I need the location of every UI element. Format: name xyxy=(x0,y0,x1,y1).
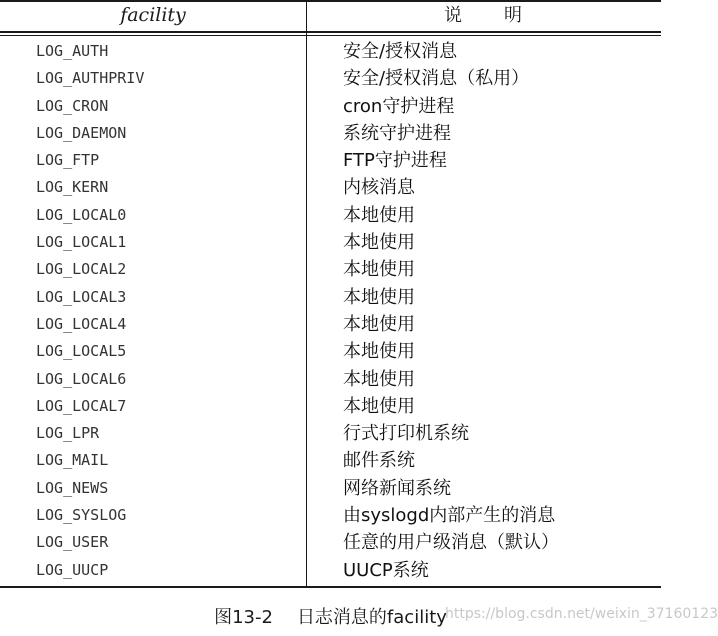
facility-cell: LOG_AUTHPRIV xyxy=(36,69,145,88)
facility-cell: LOG_LOCAL4 xyxy=(36,314,127,333)
facility-cell: LOG_LOCAL3 xyxy=(36,287,127,306)
description-cell: 邮件系统 xyxy=(343,450,415,472)
table-row xyxy=(0,557,661,584)
description-cell: 网络新闻系统 xyxy=(343,477,451,499)
table-row xyxy=(0,120,661,147)
header-bottom-rule-thin xyxy=(0,35,661,36)
table-row xyxy=(0,529,661,556)
header-description: 说 明 xyxy=(444,5,524,26)
description-cell: 本地使用 xyxy=(343,204,415,226)
table-row xyxy=(0,420,661,447)
description-cell: UUCP系统 xyxy=(343,559,429,581)
facility-cell: LOG_DAEMON xyxy=(36,123,127,142)
description-cell: 安全/授权消息 xyxy=(343,41,458,62)
facility-cell: LOG_NEWS xyxy=(36,478,109,497)
description-cell: 本地使用 xyxy=(343,341,415,363)
description-cell: 本地使用 xyxy=(343,313,415,335)
table-row xyxy=(0,202,661,229)
figure-caption-text: 日志消息的facility xyxy=(296,607,447,628)
table-row xyxy=(0,311,661,338)
table-row xyxy=(0,284,661,311)
description-cell: 行式打印机系统 xyxy=(343,423,469,445)
table-row xyxy=(0,393,661,420)
facility-cell: LOG_LOCAL2 xyxy=(36,260,127,279)
figure-number: 图13-2 xyxy=(214,607,273,628)
facility-cell: LOG_CRON xyxy=(36,96,109,115)
table-bottom-rule xyxy=(0,586,661,588)
table-row xyxy=(0,256,661,283)
description-cell: 由syslogd内部产生的消息 xyxy=(343,505,556,527)
facility-cell: LOG_KERN xyxy=(36,178,109,197)
description-cell: 本地使用 xyxy=(343,286,415,308)
table-row xyxy=(0,174,661,201)
facility-cell: LOG_AUTH xyxy=(36,42,109,60)
facility-cell: LOG_LPR xyxy=(36,424,100,443)
table-row xyxy=(0,338,661,365)
facility-cell: LOG_UUCP xyxy=(36,560,109,579)
table-row xyxy=(0,447,661,474)
facility-cell: LOG_LOCAL6 xyxy=(36,369,127,388)
facility-cell: LOG_FTP xyxy=(36,151,100,170)
table-row xyxy=(0,65,661,92)
table-body xyxy=(0,38,661,584)
table-row xyxy=(0,229,661,256)
facility-cell: LOG_SYSLOG xyxy=(36,506,127,525)
table-row xyxy=(0,93,661,120)
description-cell: cron守护进程 xyxy=(343,95,455,117)
facility-cell: LOG_LOCAL0 xyxy=(36,205,127,224)
description-cell: 本地使用 xyxy=(343,368,415,390)
facility-cell: LOG_LOCAL5 xyxy=(36,342,127,361)
description-cell: 任意的用户级消息（默认） xyxy=(343,532,559,554)
table-row xyxy=(0,475,661,502)
description-cell: 安全/授权消息（私用） xyxy=(343,68,530,90)
table-row xyxy=(0,366,661,393)
table-row xyxy=(0,147,661,174)
facility-cell: LOG_LOCAL1 xyxy=(36,233,127,252)
description-cell: 本地使用 xyxy=(343,232,415,254)
header-bottom-rule xyxy=(0,31,661,33)
table-row xyxy=(0,38,661,65)
table-row xyxy=(0,502,661,529)
facility-cell: LOG_LOCAL7 xyxy=(36,396,127,415)
description-cell: 系统守护进程 xyxy=(343,122,451,144)
description-cell: FTP守护进程 xyxy=(343,150,447,172)
description-cell: 本地使用 xyxy=(343,259,415,281)
watermark-url: https://blog.csdn.net/weixin_37160123 xyxy=(445,606,718,622)
header-facility: facility xyxy=(120,4,186,26)
facility-cell: LOG_MAIL xyxy=(36,451,109,470)
description-cell: 本地使用 xyxy=(343,395,415,417)
description-cell: 内核消息 xyxy=(343,177,415,199)
facility-cell: LOG_USER xyxy=(36,533,109,552)
